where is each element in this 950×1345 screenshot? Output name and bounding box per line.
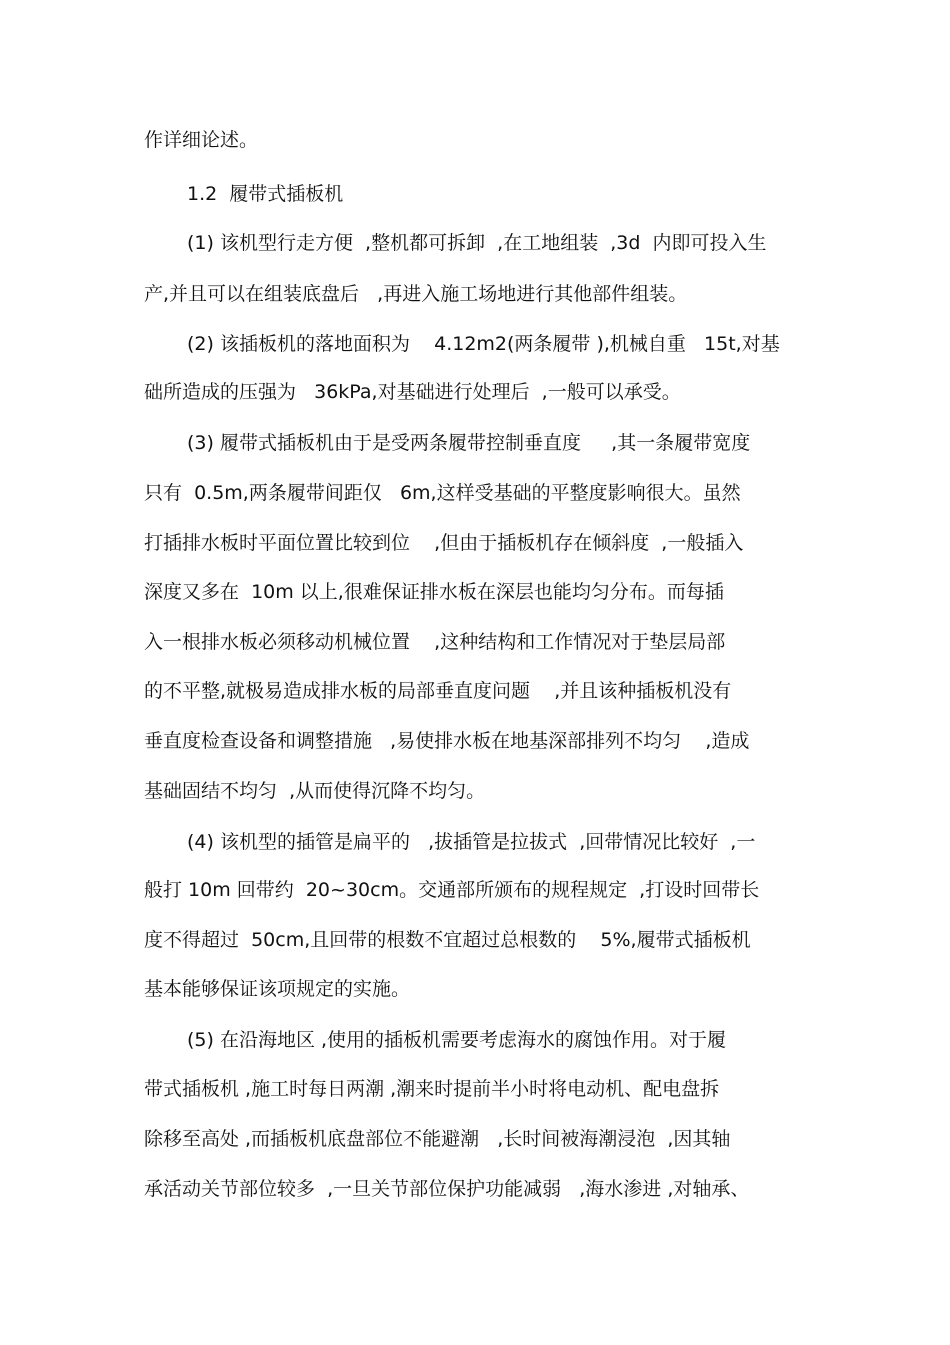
text-line: 只有 0.5m,两条履带间距仅 6m,这样受基础的平整度影响很大。虽然 [144,482,741,504]
text-line: 带式插板机 ,施工时每日两潮 ,潮来时提前半小时将电动机、配电盘拆 [144,1078,720,1100]
text-line: 基本能够保证该项规定的实施。 [144,978,411,1000]
text-line: 除移至高处 ,而插板机底盘部位不能避潮 ,长时间被海潮浸泡 ,因其轴 [144,1128,731,1150]
text-line: 打插排水板时平面位置比较到位 ,但由于插板机存在倾斜度 ,一般插入 [144,532,744,554]
text-line: 度不得超过 50cm,且回带的根数不宜超过总根数的 5%,履带式插板机 [144,929,751,951]
text-line: 垂直度检查设备和调整措施 ,易使排水板在地基深部排列不均匀 ,造成 [144,730,750,752]
section-heading: 1.2 履带式插板机 [187,183,344,205]
text-line: 深度又多在 10m 以上,很难保证排水板在深层也能均匀分布。而每插 [144,581,724,603]
text-line: 般打 10m 回带约 20~30cm。交通部所颁布的规程规定 ,打设时回带长 [144,879,760,901]
text-line: 产,并且可以在组装底盘后 ,再进入施工场地进行其他部件组装。 [144,283,688,305]
text-line: (4) 该机型的插管是扁平的 ,拔插管是拉拔式 ,回带情况比较好 ,一 [187,831,756,853]
text-line: (1) 该机型行走方便 ,整机都可拆卸 ,在工地组装 ,3d 内即可投入生 [187,232,767,254]
text-line: (2) 该插板机的落地面积为 4.12m2(两条履带 ),机械自重 15t,对基 [187,333,780,355]
text-line: (5) 在沿海地区 ,使用的插板机需要考虑海水的腐蚀作用。对于履 [187,1029,727,1051]
text-line: 基础固结不均匀 ,从而使得沉降不均匀。 [144,780,486,802]
text-line: 础所造成的压强为 36kPa,对基础进行处理后 ,一般可以承受。 [144,381,681,403]
text-line: 承活动关节部位较多 ,一旦关节部位保护功能减弱 ,海水渗进 ,对轴承、 [144,1178,750,1200]
text-line: 入一根排水板必须移动机械位置 ,这种结构和工作情况对于垫层局部 [144,631,726,653]
text-line: 的不平整,就极易造成排水板的局部垂直度问题 ,并且该种插板机没有 [144,680,732,702]
text-line: (3) 履带式插板机由于是受两条履带控制垂直度 ,其一条履带宽度 [187,432,751,454]
text-line: 作详细论述。 [144,129,259,151]
